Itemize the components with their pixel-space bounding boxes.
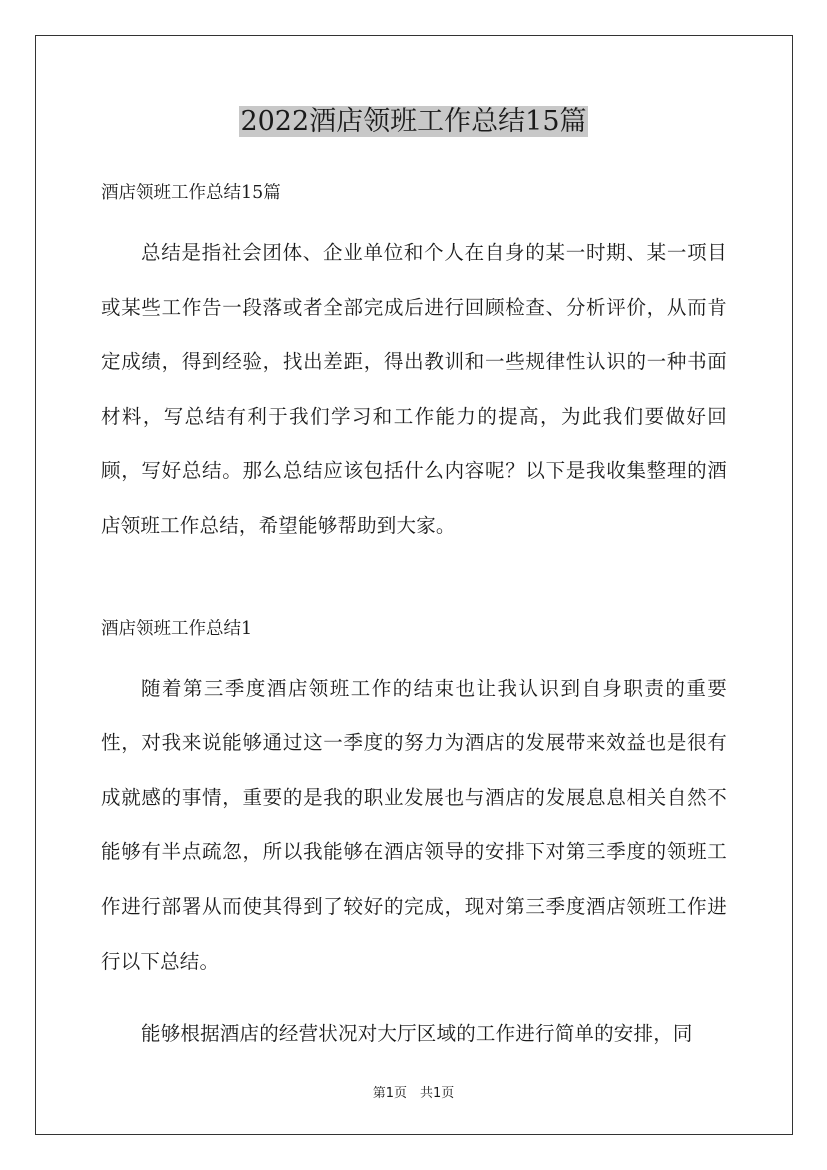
section-paragraph-1: 随着第三季度酒店领班工作的结束也让我认识到自身职责的重要性，对我来说能够通过这一季度的努力为酒店的发展带来效益也是很有成就感的事情，重要的是我的职业发展也与酒店的发展息息相关自然不能够有半点疏忽，所以我能够在酒店领导的安排下对第三季度的领班工作进行部署从而使其得到了较好的完成，现对第三季度酒店领班工作进行以下总结。 bbox=[101, 676, 727, 973]
intro-paragraph: 总结是指社会团体、企业单位和个人在自身的某一时期、某一项目或某些工作告一段落或者全部完成后进行回顾检查、分析评价，从而肯定成绩，得到经验，找出差距，得出教训和一些规律性认识的一种书面材料，写总结有利于我们学习和工作能力的提高，为此我们要做好回顾，写好总结。那么总结应该包括什么内容呢？以下是我收集整理的酒店领班工作总结，希望能够帮助到大家。 bbox=[101, 241, 727, 537]
document-title-text: 2022酒店领班工作总结15篇 bbox=[240, 106, 587, 137]
document-body bbox=[101, 172, 727, 1062]
section-paragraph-2: 能够根据酒店的经营状况对大厅区域的工作进行简单的安排，同 bbox=[141, 1022, 693, 1046]
document-subtitle: 酒店领班工作总结15篇 bbox=[101, 183, 281, 203]
page-footer: 第1页 共1页 bbox=[372, 1086, 455, 1101]
section-heading: 酒店领班工作总结1 bbox=[101, 618, 253, 639]
document-title bbox=[0, 102, 827, 142]
